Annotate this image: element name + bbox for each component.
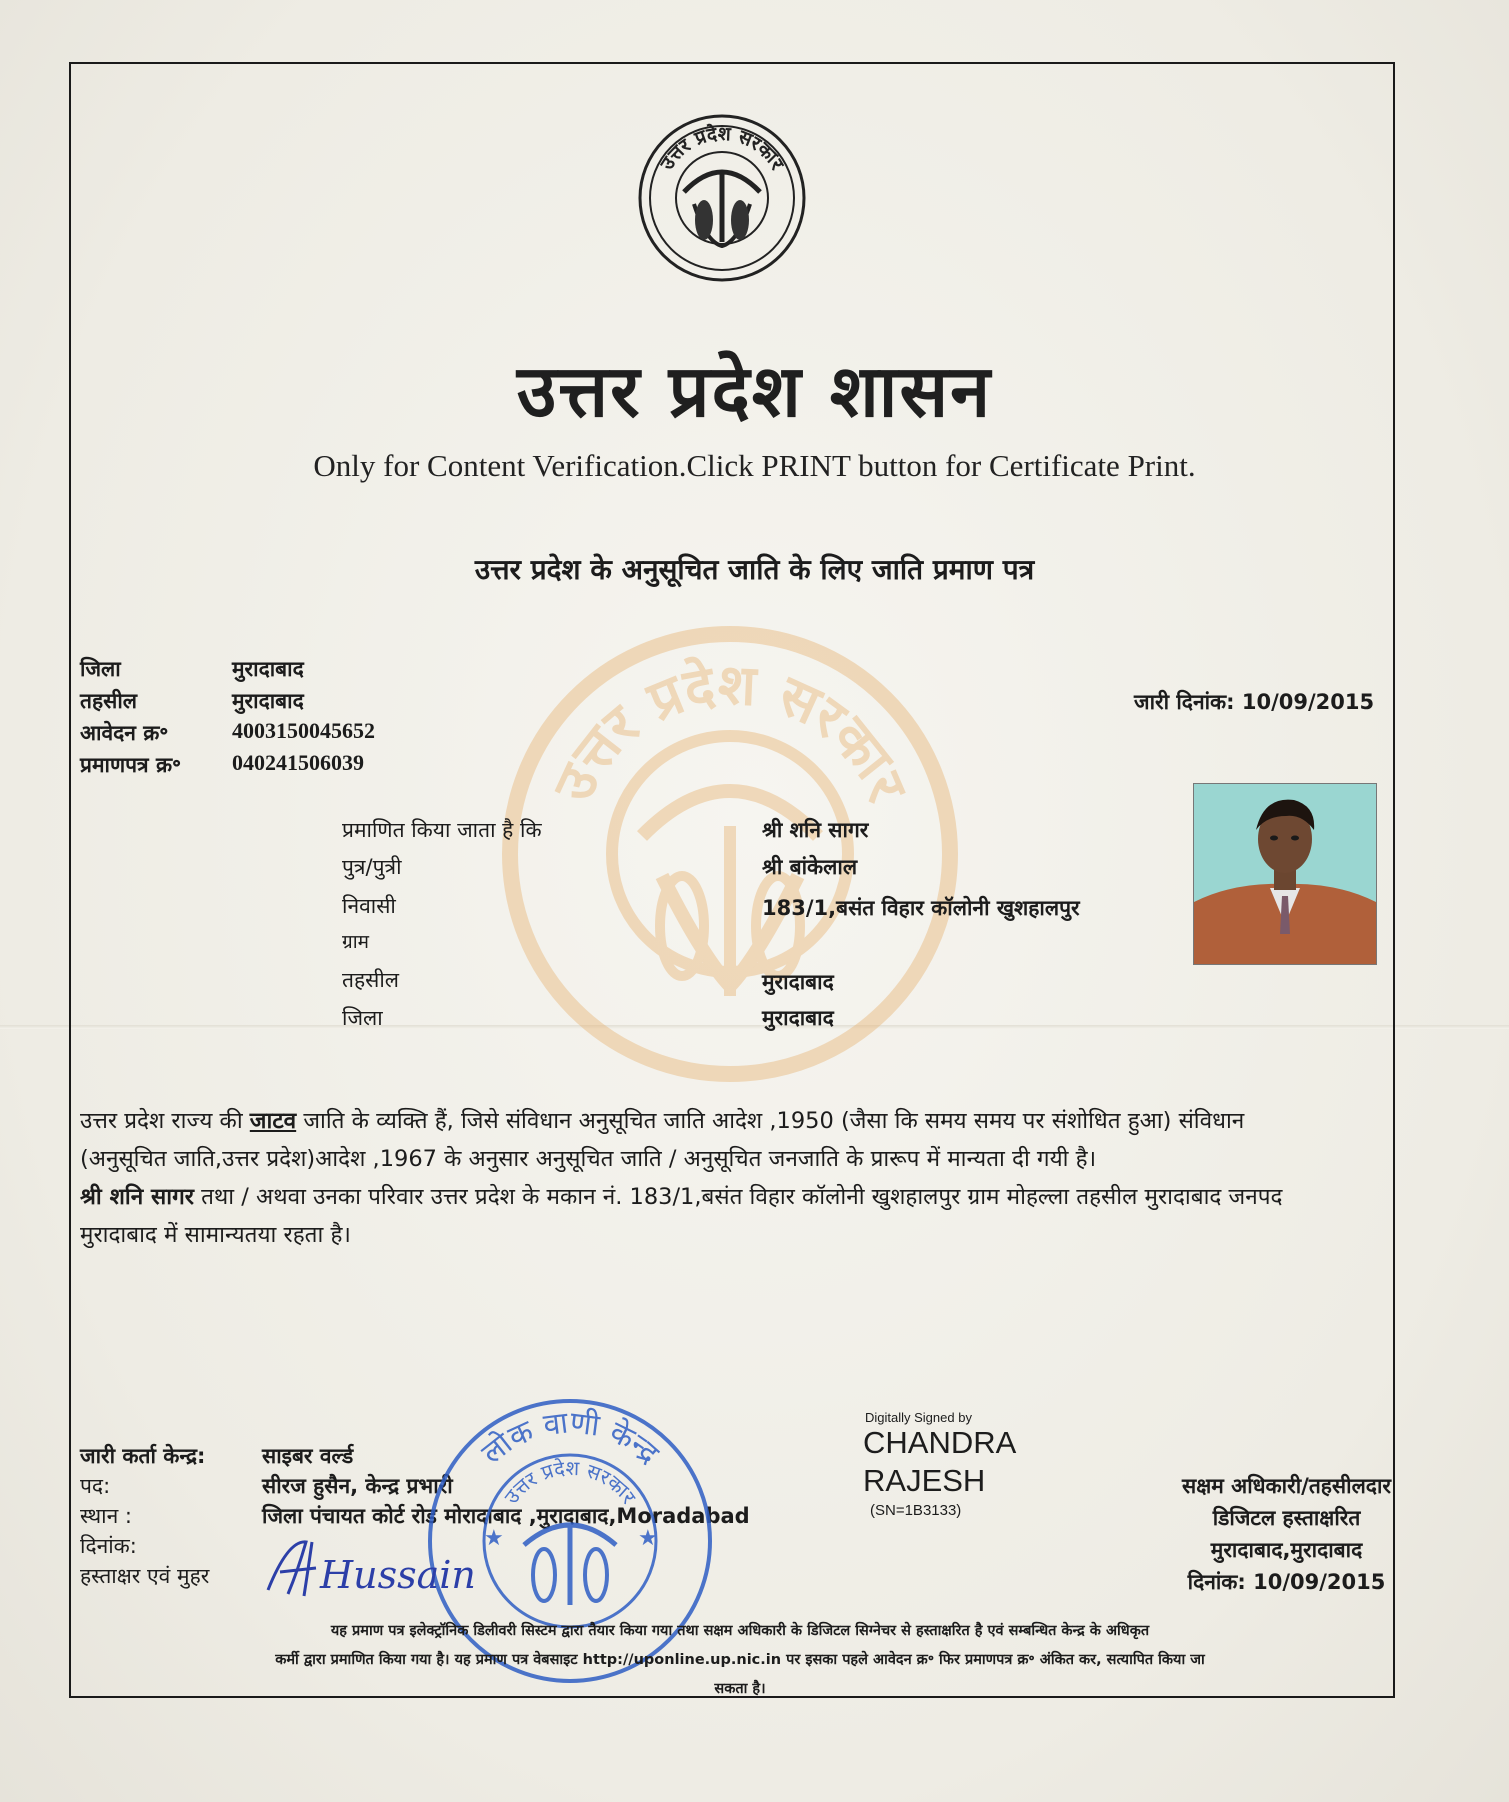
svg-text:★: ★ bbox=[484, 1526, 504, 1551]
up-government-emblem bbox=[636, 112, 808, 284]
designation-value: सीरज हुसैन, केन्द्र प्रभारी bbox=[262, 1474, 453, 1498]
application-number-label: आवेदन क्र॰ bbox=[80, 721, 169, 745]
certificate-number-label: प्रमाणपत्र क्र॰ bbox=[80, 753, 182, 777]
verification-note: Only for Content Verification.Click PRINT button for Certificate Print. bbox=[313, 448, 1196, 483]
designation-label: पद: bbox=[80, 1474, 111, 1498]
place-label: स्थान : bbox=[80, 1504, 133, 1528]
place-value: जिला पंचायत कोर्ट रोड मोरादाबाद ,मुरादाबाद,Moradabad bbox=[262, 1504, 750, 1528]
signature-text: Hussain bbox=[320, 1553, 476, 1597]
svg-text:उत्तर प्रदेश सरकार bbox=[499, 1456, 641, 1509]
son-daughter-label: पुत्र/पुत्री bbox=[342, 855, 402, 879]
residence-statement: श्री शनि सागर तथा / अथवा उनका परिवार उत्तर प्रदेश के मकान नं. 183/1,बसंत विहार कॉलोनी खुशहालपुर ग्राम मोहल्ला तहसील मुरादाबाद जनपद मुरादाबाद में सामान्यतया रहता है। bbox=[80, 1184, 1283, 1248]
cert-district-label: जिला bbox=[342, 1006, 383, 1030]
certificate-heading: उत्तर प्रदेश के अनुसूचित जाति के लिए जाति प्रमाण पत्र bbox=[474, 553, 1035, 586]
digital-signer-name: CHANDRA RAJESH bbox=[863, 1425, 1017, 1498]
body-holder-name: श्री शनि सागर bbox=[80, 1184, 194, 1210]
issuing-center-label: जारी कर्ता केन्द्र: bbox=[80, 1444, 206, 1468]
stamp-text: लोक वाणी केन्द्र bbox=[475, 1405, 666, 1472]
svg-text:★: ★ bbox=[638, 1526, 658, 1551]
village-label: ग्राम bbox=[342, 931, 369, 953]
digital-sign-caption: Digitally Signed by bbox=[865, 1410, 972, 1425]
cert-tehsil-value: मुरादाबाद bbox=[762, 970, 834, 994]
certified-intro-label: प्रमाणित किया जाता है कि bbox=[342, 818, 542, 842]
resident-label: निवासी bbox=[342, 894, 396, 918]
signer-serial: (SN=1B3133) bbox=[870, 1502, 962, 1519]
certificate-number: 040241506039 bbox=[232, 750, 364, 775]
page-title: उत्तर प्रदेश शासन bbox=[516, 349, 993, 433]
date-label: दिनांक: bbox=[80, 1534, 137, 1558]
issue-date: जारी दिनांक: 10/09/2015 bbox=[1134, 690, 1375, 714]
cert-tehsil-label: तहसील bbox=[342, 968, 399, 992]
resident-address: 183/1,बसंत विहार कॉलोनी खुशहालपुर bbox=[762, 896, 1080, 920]
tehsil-label: तहसील bbox=[80, 689, 137, 713]
certificate-body bbox=[80, 1102, 1310, 1254]
stamp-inner-text: उत्तर प्रदेश सरकार bbox=[499, 1455, 641, 1509]
application-number: 4003150045652 bbox=[232, 718, 375, 743]
holder-name: श्री शनि सागर bbox=[762, 818, 869, 842]
tehsil-value: मुरादाबाद bbox=[232, 689, 304, 713]
cert-district-value: मुरादाबाद bbox=[762, 1006, 834, 1030]
authorized-officer: सक्षम अधिकारी/तहसीलदार डिजिटल हस्ताक्षरित मुरादाबाद,मुरादाबाद दिनांक: 10/09/2015 bbox=[1182, 1474, 1391, 1594]
emblem-text: उत्तर प्रदेश सरकार bbox=[656, 122, 789, 174]
watermark-text: उत्तर प्रदेश सरकार bbox=[541, 652, 920, 812]
caste-name: जाटव bbox=[249, 1108, 297, 1134]
handwritten-signature bbox=[258, 1530, 498, 1610]
issuing-center-value: साइबर वर्ल्ड bbox=[262, 1444, 354, 1468]
caste-statement: उत्तर प्रदेश राज्य की जाटव जाति के व्यक्ति हैं, जिसे संविधान अनुसूचित जाति आदेश ,1950 (जैसा कि समय समय पर संशोधित हुआ) संविधान (अनुसूचित जाति,उत्तर प्रदेश)आदेश ,1967 के अनुसार अनुसूचित जाति / अनुसूचित जनजाति के प्रारूप में मान्यता दी गयी है। bbox=[80, 1108, 1245, 1172]
signature-seal-label: हस्ताक्षर एवं मुहर bbox=[80, 1564, 210, 1588]
district-label: जिला bbox=[80, 657, 121, 681]
applicant-photo bbox=[1193, 783, 1377, 965]
verification-footer: यह प्रमाण पत्र इलेक्ट्रॉनिक डिलीवरी सिस्टम द्वारा तैयार किया गया तथा सक्षम अधिकारी के डिजिटल सिग्नेचर से हस्ताक्षरित है एवं सम्बन्धित केन्द्र के अधिकृत कर्मी द्वारा प्रमाणित किया गया है। यह प्रमाण पत्र वेबसाइट http://uponline.up.nic.in पर इसका पहले आवेदन क्र॰ फिर प्रमाणपत्र क्र॰ अंकित कर, सत्यापित किया जा सकता है। bbox=[275, 1623, 1205, 1697]
parent-name: श्री बांकेलाल bbox=[762, 855, 858, 879]
district-value: मुरादाबाद bbox=[232, 657, 304, 681]
